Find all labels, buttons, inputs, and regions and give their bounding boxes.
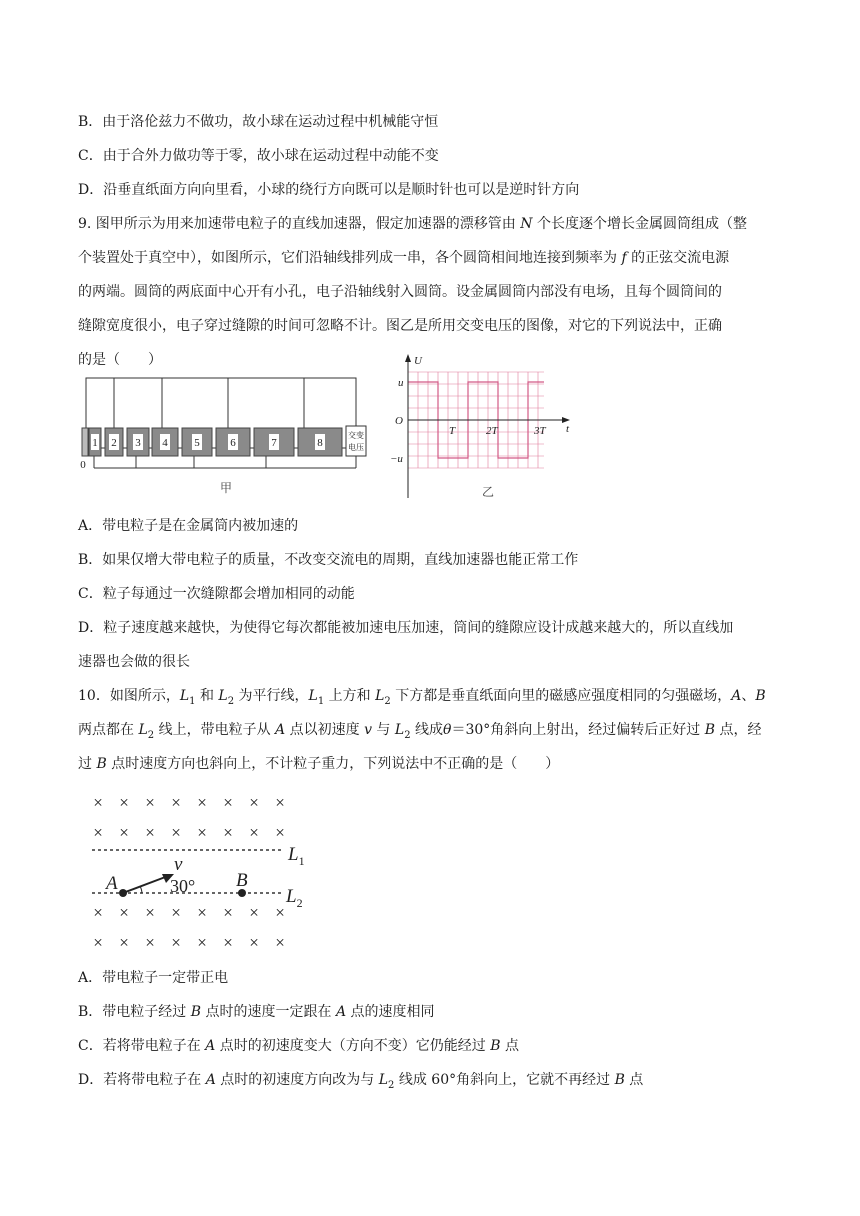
tube-label: 5 <box>194 437 200 449</box>
q9-stem-line-5: 的是（ ） <box>78 352 162 368</box>
field-cross-mark: × <box>119 823 129 842</box>
field-cross-mark: × <box>275 903 285 922</box>
tick-label-2t: 2T <box>486 425 498 437</box>
field-cross-mark: × <box>93 933 103 952</box>
ac-source-label-2: 电压 <box>348 443 364 452</box>
magnetic-field-figure <box>86 788 316 956</box>
q9-option-a: A．带电粒子是在金属筒内被加速的 <box>78 518 299 534</box>
field-cross-mark: × <box>275 933 285 952</box>
q10-option-d: D．若将带电粒子在 A 点时的初速度方向改为与 $L_2$ 线成 60°角斜向上，它就不再经过 B 点 <box>78 1072 644 1091</box>
field-cross-mark: × <box>249 823 259 842</box>
q9-option-d-line-1: D．粒子速度越来越快，为使得它每次都能被加速电压加速，筒间的缝隙应设计成越来越大的，所以直线加 <box>78 620 734 636</box>
tube-label: 3 <box>135 437 141 449</box>
field-cross-mark: × <box>249 933 259 952</box>
angle-label: 30° <box>170 876 196 896</box>
field-cross-mark: × <box>223 823 233 842</box>
q9-stem-line-3: 的两端。圆筒的两底面中心开有小孔，电子沿轴线射入圆筒。设金属圆筒内部没有电场，且每个圆筒间的 <box>78 284 722 300</box>
q10-stem-line-3: 过 B 点时速度方向也斜向上，不计粒子重力，下列说法中不正确的是（ ） <box>78 756 560 772</box>
tick-label-3t: 3T <box>534 425 546 437</box>
field-cross-mark: × <box>171 793 181 812</box>
tick-label-u: u <box>398 377 404 389</box>
tick-label-t: T <box>449 425 456 437</box>
field-cross-mark: × <box>249 903 259 922</box>
q8-option-d: D．沿垂直纸面方向向里看，小球的绕行方向既可以是顺时针也可以是逆时针方向 <box>78 182 580 198</box>
field-cross-mark: × <box>197 933 207 952</box>
tick-label-neg-u: −u <box>390 453 403 465</box>
q9-option-d-line-2: 速器也会做的很长 <box>78 654 190 670</box>
field-cross-mark: × <box>119 903 129 922</box>
field-cross-mark: × <box>171 903 181 922</box>
q8-option-c: C．由于合外力做功等于零，故小球在运动过程中动能不变 <box>78 148 439 164</box>
q9-stem-line-1: 9. 图甲所示为用来加速带电粒子的直线加速器，假定加速器的漂移管由 N 个长度逐个增长金属圆筒组成（整 <box>78 216 747 232</box>
figure-caption-jia: 甲 <box>219 481 233 495</box>
tube-label: 7 <box>271 437 277 449</box>
field-cross-mark: × <box>93 903 103 922</box>
field-cross-mark: × <box>223 903 233 922</box>
q9-option-b: B．如果仅增大带电粒子的质量，不改变交流电的周期，直线加速器也能正常工作 <box>78 552 579 568</box>
point-a-dot <box>119 889 127 897</box>
q10-option-a: A．带电粒子一定带正电 <box>78 970 229 986</box>
tube-label: 2 <box>111 437 117 449</box>
start-zero-label: 0 <box>80 459 86 471</box>
linear-accelerator-figure <box>76 376 376 501</box>
point-b-label: B <box>236 870 248 891</box>
tube-label: 8 <box>317 437 323 449</box>
field-cross-mark: × <box>145 823 155 842</box>
line-l1-label: $L_1$ <box>288 844 305 868</box>
field-cross-mark: × <box>145 793 155 812</box>
line-l2-label: $L_2$ <box>286 886 303 910</box>
field-cross-mark: × <box>171 823 181 842</box>
q10-stem-line-1: 10．如图所示，$L_1$ 和 $L_2$ 为平行线，$L_1$ 上方和 $L_2$ 下方都是垂直纸面向里的磁感应强度相同的匀强磁场，A、B <box>78 688 766 707</box>
q9-stem-line-4: 缝隙宽度很小，电子穿过缝隙的时间可忽略不计。图乙是所用交变电压的图像，对它的下列说法中，正确 <box>78 318 722 334</box>
field-cross-mark: × <box>249 793 259 812</box>
field-cross-mark: × <box>223 933 233 952</box>
field-cross-mark: × <box>171 933 181 952</box>
field-cross-mark: × <box>197 823 207 842</box>
point-a-label: A <box>106 873 118 894</box>
axis-label-t: t <box>566 423 570 435</box>
field-cross-mark: × <box>223 793 233 812</box>
origin-label: O <box>395 415 403 427</box>
axis-label-u-upper: U <box>414 355 422 367</box>
voltage-graph-figure <box>378 350 578 500</box>
field-cross-mark: × <box>145 903 155 922</box>
velocity-label: v <box>174 854 183 875</box>
field-cross-mark: × <box>119 793 129 812</box>
field-cross-mark: × <box>275 823 285 842</box>
field-cross-mark: × <box>145 933 155 952</box>
q9-stem-line-2: 个装置处于真空中），如图所示，它们沿轴线排列成一串，各个圆筒相间地连接到频率为 f 的正弦交流电源 <box>78 250 730 266</box>
field-cross-mark: × <box>93 823 103 842</box>
field-cross-mark: × <box>119 933 129 952</box>
q8-option-b: B．由于洛伦兹力不做功，故小球在运动过程中机械能守恒 <box>78 114 439 130</box>
tube-label: 6 <box>230 437 236 449</box>
field-cross-mark: × <box>197 793 207 812</box>
q10-option-b: B．带电粒子经过 B 点时的速度一定跟在 A 点的速度相同 <box>78 1004 435 1020</box>
q10-stem-line-2: 两点都在 $L_2$ 线上，带电粒子从 A 点以初速度 v 与 $L_2$ 线成θ＝30°角斜向上射出，经过偏转后正好过 B 点，经 <box>78 722 762 741</box>
q10-option-c: C．若将带电粒子在 A 点时的初速度变大（方向不变）它仍能经过 B 点 <box>78 1038 519 1054</box>
q9-option-c: C．粒子每通过一次缝隙都会增加相同的动能 <box>78 586 355 602</box>
ac-source-label-1: 交变 <box>348 431 364 440</box>
field-cross-mark: × <box>197 903 207 922</box>
field-cross-mark: × <box>93 793 103 812</box>
tube-label: 1 <box>92 437 98 449</box>
field-cross-mark: × <box>275 793 285 812</box>
tube-label: 4 <box>162 437 168 449</box>
figure-caption-yi: 乙 <box>481 485 495 499</box>
